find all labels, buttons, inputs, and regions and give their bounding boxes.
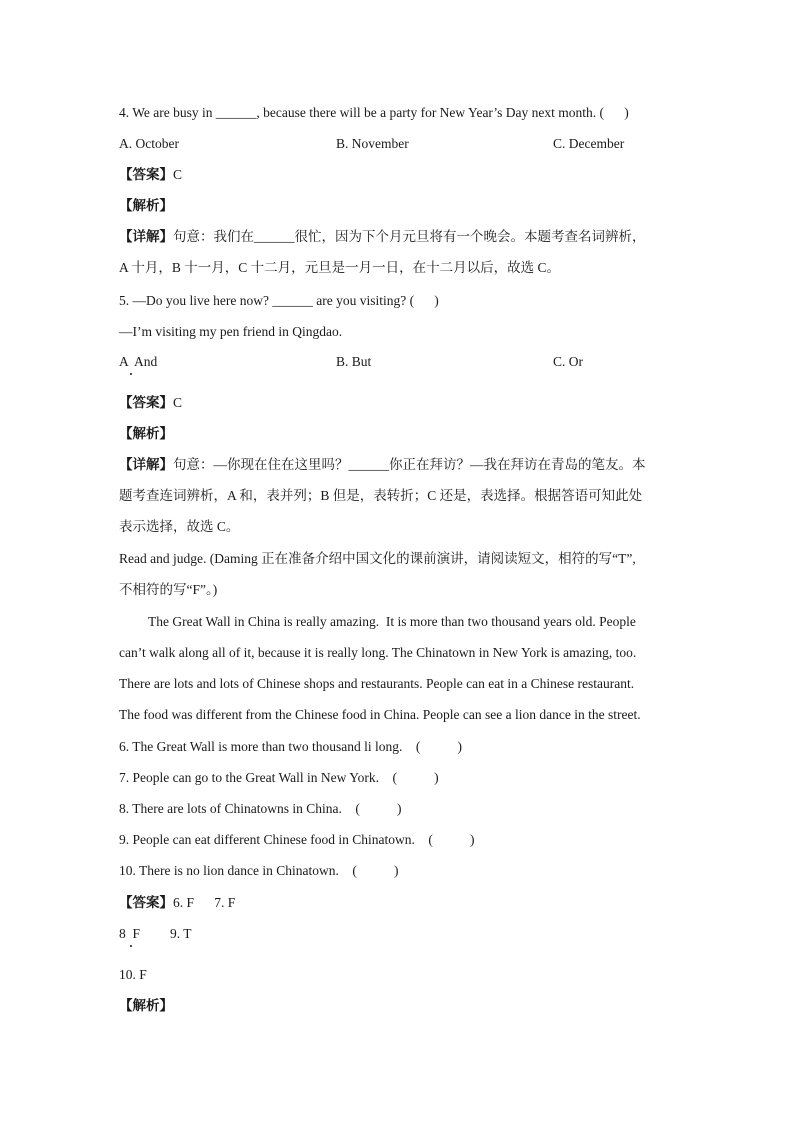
reading-intro-2: 不相符的写“F”。)	[119, 582, 218, 597]
answer-label: 【答案】	[119, 167, 173, 182]
q5-detail-line-3: 表示选择，故选 C。	[119, 519, 240, 534]
q5-option-a: A And	[119, 354, 158, 369]
q4-stem: 4. We are busy in ______, because there will be a party for New Year’s Day next month. ( )	[119, 105, 629, 120]
reading-analysis-label: 【解析】	[119, 998, 173, 1013]
answer-label: 【答案】	[119, 895, 173, 910]
q4-option-a: A. October	[119, 136, 179, 151]
option-marker-dot	[130, 373, 132, 375]
detail-label: 【详解】	[119, 457, 173, 472]
q4-detail-line-1	[119, 228, 646, 246]
q4-detail-text-1: 句意：我们在______很忙，因为下个月元旦将有一个晚会。本题考查名词辨析，	[173, 229, 646, 244]
reading-answer-line	[119, 894, 235, 912]
answer-7: 7. F	[214, 895, 236, 910]
answer-8: 8 F	[119, 926, 141, 941]
q5-answer-line	[119, 394, 182, 412]
q5-reply: —I’m visiting my pen friend in Qingdao.	[119, 324, 343, 339]
q5-detail-line-1	[119, 456, 646, 474]
judge-question-9: 9. People can eat different Chinese food in Chinatown. ( )	[119, 832, 475, 847]
q5-detail-line-2: 题考查连词辨析，A 和，表并列；B 但是，表转折；C 还是，表选择。根据答语可知此处	[119, 488, 643, 503]
q4-detail-line-2: A 十月，B 十一月，C 十二月，元旦是一月一日，在十二月以后，故选 C。	[119, 260, 561, 275]
q5-stem: 5. —Do you live here now? ______ are you visiting? ( )	[119, 293, 439, 308]
judge-question-8: 8. There are lots of Chinatowns in China. ( )	[119, 801, 402, 816]
answer-label: 【答案】	[119, 395, 173, 410]
q5-analysis-label: 【解析】	[119, 426, 173, 441]
q4-analysis-label: 【解析】	[119, 198, 173, 213]
q5-answer: C	[173, 395, 183, 410]
passage-line-4: The food was different from the Chinese food in China. People can see a lion dance in the street.	[119, 707, 641, 722]
detail-label: 【详解】	[119, 229, 173, 244]
q5-detail-text-1: 句意：—你现在住在这里吗？______你正在拜访？—我在拜访在青岛的笔友。本	[173, 457, 646, 472]
judge-question-6: 6. The Great Wall is more than two thousand li long. ( )	[119, 739, 462, 754]
answer-9: 9. T	[170, 926, 192, 941]
passage-line-1: The Great Wall in China is really amazing. It is more than two thousand years old. People	[148, 614, 636, 629]
q4-option-b: B. November	[336, 136, 409, 151]
option-marker-dot	[130, 945, 132, 947]
q4-answer-line	[119, 166, 182, 184]
passage-line-2: can’t walk along all of it, because it is really long. The Chinatown in New York is amazing, too.	[119, 645, 637, 660]
reading-intro-1: Read and judge. (Daming 正在准备介绍中国文化的课前演讲，请阅读短文，相符的写“T”,	[119, 551, 636, 566]
q5-option-b: B. But	[336, 354, 372, 369]
q4-answer: C	[173, 167, 183, 182]
answer-6: 6. F	[173, 895, 195, 910]
q5-option-c: C. Or	[553, 354, 583, 369]
answer-10: 10. F	[119, 967, 147, 982]
judge-question-10: 10. There is no lion dance in Chinatown. ( )	[119, 863, 399, 878]
q4-option-c: C. December	[553, 136, 625, 151]
judge-question-7: 7. People can go to the Great Wall in New York. ( )	[119, 770, 439, 785]
passage-line-3: There are lots and lots of Chinese shops and restaurants. People can eat in a Chinese restaurant.	[119, 676, 635, 691]
